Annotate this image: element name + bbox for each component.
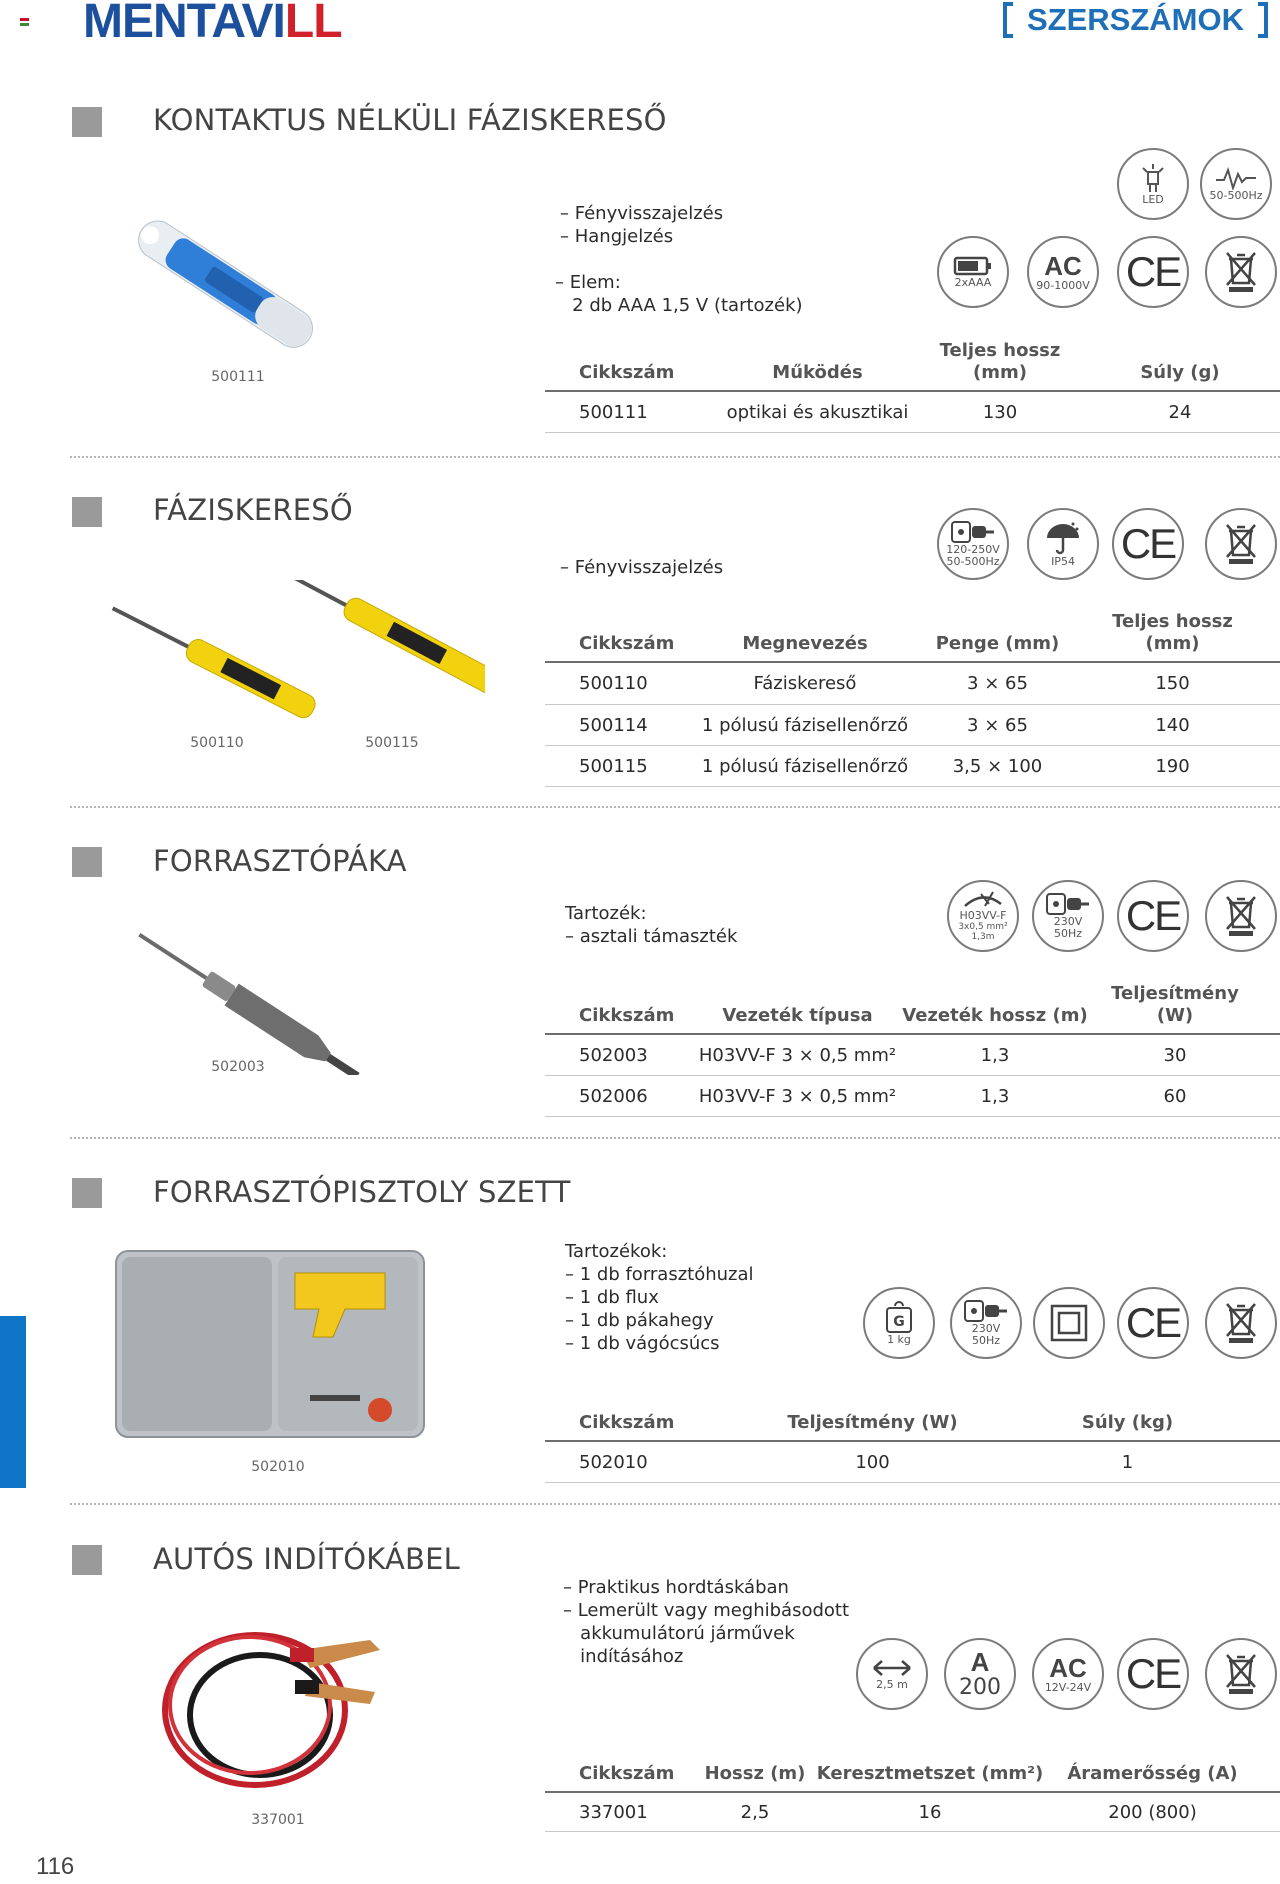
table-cell: 3,5 × 100 [952,755,1043,777]
waveform-icon [1214,166,1258,190]
weee-badge [1205,236,1277,308]
table-cell: 502010 [579,1451,648,1473]
table-cell: Fáziskereső [753,673,857,694]
cable-length-label: 1,3m [971,932,995,942]
plug-voltage-badge [937,508,1009,580]
double-insulation-icon [1050,1304,1088,1342]
table-cell: 200 (800) [1108,1801,1197,1823]
table-row [545,1793,1280,1832]
section-title: FORRASZTÓPÁKA [153,844,407,878]
product-code-label: 500115 [365,735,419,751]
column-header: Súly (kg) [1081,1412,1174,1433]
table-row [545,1442,1280,1483]
feature-list: Tartozékok: – 1 db forrasztóhuzal – 1 db flux – 1 db pákahegy – 1 db vágócsúcs [565,1241,754,1354]
column-header: Keresztmetszet (mm²) [816,1763,1044,1784]
table-cell: 150 [1155,673,1190,694]
ip-rating-badge [1027,508,1099,580]
column-header: Teljes hossz (mm) [1112,611,1233,654]
cable-type-badge [947,880,1019,952]
table-header [545,979,1280,1035]
column-header: Hossz (m) [704,1763,806,1784]
feature-list: Tartozék: – asztali támaszték [565,903,738,947]
table-row [545,663,1280,705]
category-heading [1003,2,1268,38]
table-cell: 2,5 [740,1801,770,1823]
table-cell: 140 [1155,714,1190,736]
table-cell: 3 × 65 [967,714,1028,736]
amperage-badge [944,1638,1016,1710]
table-cell: 16 [918,1801,942,1823]
section-marker [72,497,102,527]
weee-badge [1205,508,1277,580]
battery-icon [953,255,993,277]
product-table [545,607,1280,787]
cable-icon [963,890,1003,910]
chapter-tab [0,1316,26,1488]
ce-mark-label: CE [1125,1650,1181,1697]
plug-icon [963,1299,1009,1323]
table-cell: 1 pólusú fázisellenőrző [701,755,909,777]
table-row [545,705,1280,746]
section-divider [70,1503,1280,1505]
weight-badge [863,1287,935,1359]
jumper-cable-image [150,1610,390,1800]
section-title: FORRASZTÓPISZTOLY SZETT [153,1175,571,1209]
phase-tester-pen-image [115,205,335,365]
section-divider [70,456,1280,458]
ce-badge [1117,1638,1189,1710]
column-header: Áramerősség (A) [1067,1763,1238,1784]
table-cell: 500115 [579,755,648,777]
ac-range-label: 12V-24V [1044,1681,1092,1694]
ce-mark-label: CE [1125,1299,1181,1346]
product-code-label: 502010 [251,1459,305,1475]
ce-mark-label: CE [1120,520,1176,567]
soldering-gun-kit-image [110,1245,430,1445]
amperage-letter: A [970,1647,990,1677]
length-badge [856,1638,928,1710]
ce-badge [1112,508,1184,580]
table-header [545,1386,1280,1442]
section-divider [70,806,1280,808]
double-arrow-icon [870,1657,914,1679]
ce-mark-label: CE [1125,892,1181,939]
frequency-badge-label: 50-500Hz [1209,189,1263,202]
plug-icon [950,520,996,544]
ac-range-label: 90-1000V [1036,279,1090,292]
table-cell: 190 [1155,755,1190,777]
weee-bin-icon [1221,249,1261,295]
weight-icon [883,1300,915,1334]
plug-voltage-label: 230V [971,1322,1001,1335]
ce-badge [1117,236,1189,308]
table-cell: 24 [1168,401,1192,423]
section-divider [70,1137,1280,1139]
table-cell: 1,3 [980,1044,1010,1066]
table-cell: H03VV-F 3 × 0,5 mm² [698,1085,897,1107]
table-cell: H03VV-F 3 × 0,5 mm² [698,1044,897,1066]
ac-voltage-badge [1032,1638,1104,1710]
screwdriver-tester-image [95,580,485,740]
column-header: Teljesítmény (W) [1111,983,1239,1026]
column-header: Cikkszám [579,362,675,383]
section-marker [72,107,102,137]
column-header: Cikkszám [579,1005,675,1026]
table-cell: 130 [982,401,1018,423]
ac-voltage-badge [1027,236,1099,308]
table-header [545,336,1280,392]
table-cell: 337001 [579,1801,648,1823]
section-title: FÁZISKERESŐ [153,493,353,527]
ac-badge-text: AC [1049,1653,1087,1683]
feature-list: – Fényvisszajelzés [560,557,724,578]
led-badge-label: LED [1142,193,1164,206]
battery-badge [937,236,1009,308]
plug-icon [1045,892,1091,916]
table-cell: 60 [1163,1085,1187,1107]
column-header: Cikkszám [579,633,675,654]
weight-letter: G [893,1314,905,1330]
umbrella-icon [1043,520,1083,556]
section-title: AUTÓS INDÍTÓKÁBEL [153,1542,461,1576]
column-header: Súly (g) [1140,362,1220,383]
column-header: Penge (mm) [935,633,1060,654]
column-header: Vezeték hossz (m) [902,1005,1088,1026]
product-code-label: 337001 [251,1812,305,1828]
table-cell: optikai és akusztikai [726,401,909,423]
led-icon [1138,162,1168,194]
table-cell: 500111 [579,401,648,423]
table-row [545,1076,1280,1117]
plug-frequency-label: 50Hz [971,1334,1001,1347]
table-cell: 502003 [579,1044,648,1066]
feature-list: – Fényvisszajelzés – Hangjelzés [560,203,724,247]
product-code-label: 502003 [211,1059,265,1075]
length-label: 2,5 m [876,1678,908,1691]
product-table [545,1735,1280,1832]
ac-badge-text: AC [1044,251,1082,281]
plug-voltage-label: 120-250V [946,543,1000,556]
section-marker [72,847,102,877]
weee-bin-icon [1221,1651,1261,1697]
column-header: Működés [772,362,863,383]
soldering-iron-image [120,925,360,1075]
ce-badge [1117,1287,1189,1359]
battery-badge-label: 2xAAA [954,276,992,289]
product-code-label: 500110 [190,735,244,751]
table-row [545,1035,1280,1076]
plug-voltage-badge [950,1287,1022,1359]
led-badge [1117,148,1189,220]
table-cell: 3 × 65 [967,673,1028,694]
weee-badge [1205,880,1277,952]
plug-frequency-label: 50Hz [1053,927,1083,940]
product-table [545,336,1280,433]
table-row [545,746,1280,787]
weee-bin-icon [1221,521,1261,567]
ce-mark-label: CE [1125,248,1181,295]
amperage-value: 200 [959,1675,1001,1700]
double-insulation-badge [1033,1287,1105,1359]
plug-voltage-label: 230V [1053,915,1083,928]
section-marker [72,1545,102,1575]
table-header [545,1735,1280,1793]
table-cell: 500110 [579,673,648,694]
section-title: KONTAKTUS NÉLKÜLI FÁZISKERESŐ [153,103,667,137]
column-header: Megnevezés [742,633,868,654]
plug-voltage-badge [1032,880,1104,952]
product-table [545,979,1280,1117]
weee-badge [1205,1638,1277,1710]
weee-badge [1205,1287,1277,1359]
category-label: SZERSZÁMOK [1027,2,1244,37]
frequency-badge [1200,148,1272,220]
table-cell: 500114 [579,714,648,736]
table-cell: 1,3 [980,1085,1010,1107]
column-header: Cikkszám [579,1763,675,1784]
feature-list: – Praktikus hordtáskában – Lemerült vagy meghibásodott akkumulátorú járművek indításához [563,1577,850,1667]
page-number: 116 [36,1853,75,1880]
brand-logo: MENTAVILL [83,0,342,48]
ce-badge [1117,880,1189,952]
table-header [545,607,1280,663]
table-cell: 1 [1121,1451,1134,1473]
feature-list-battery: – Elem: 2 db AAA 1,5 V (tartozék) [555,272,803,316]
section-marker [72,1178,102,1208]
table-cell: 30 [1163,1044,1187,1066]
weee-bin-icon [1221,893,1261,939]
table-row [545,392,1280,433]
table-cell: 100 [855,1451,890,1473]
weight-label: 1 kg [887,1333,911,1346]
cable-spec-label: 3x0,5 mm² [958,922,1008,932]
table-cell: 1 pólusú fázisellenőrző [701,714,909,736]
product-code-label: 500111 [211,369,265,385]
weee-bin-icon [1221,1300,1261,1346]
column-header: Teljes hossz (mm) [939,340,1061,383]
column-header: Teljesítmény (W) [787,1412,958,1433]
ip-rating-label: IP54 [1051,555,1075,568]
plug-frequency-label: 50-500Hz [946,555,1000,568]
column-header: Vezeték típusa [722,1005,873,1026]
table-cell: 502006 [579,1085,648,1107]
cable-type-label: H03VV-F [959,909,1007,922]
product-table [545,1386,1280,1483]
language-flag-icon [20,18,29,26]
column-header: Cikkszám [579,1412,675,1433]
